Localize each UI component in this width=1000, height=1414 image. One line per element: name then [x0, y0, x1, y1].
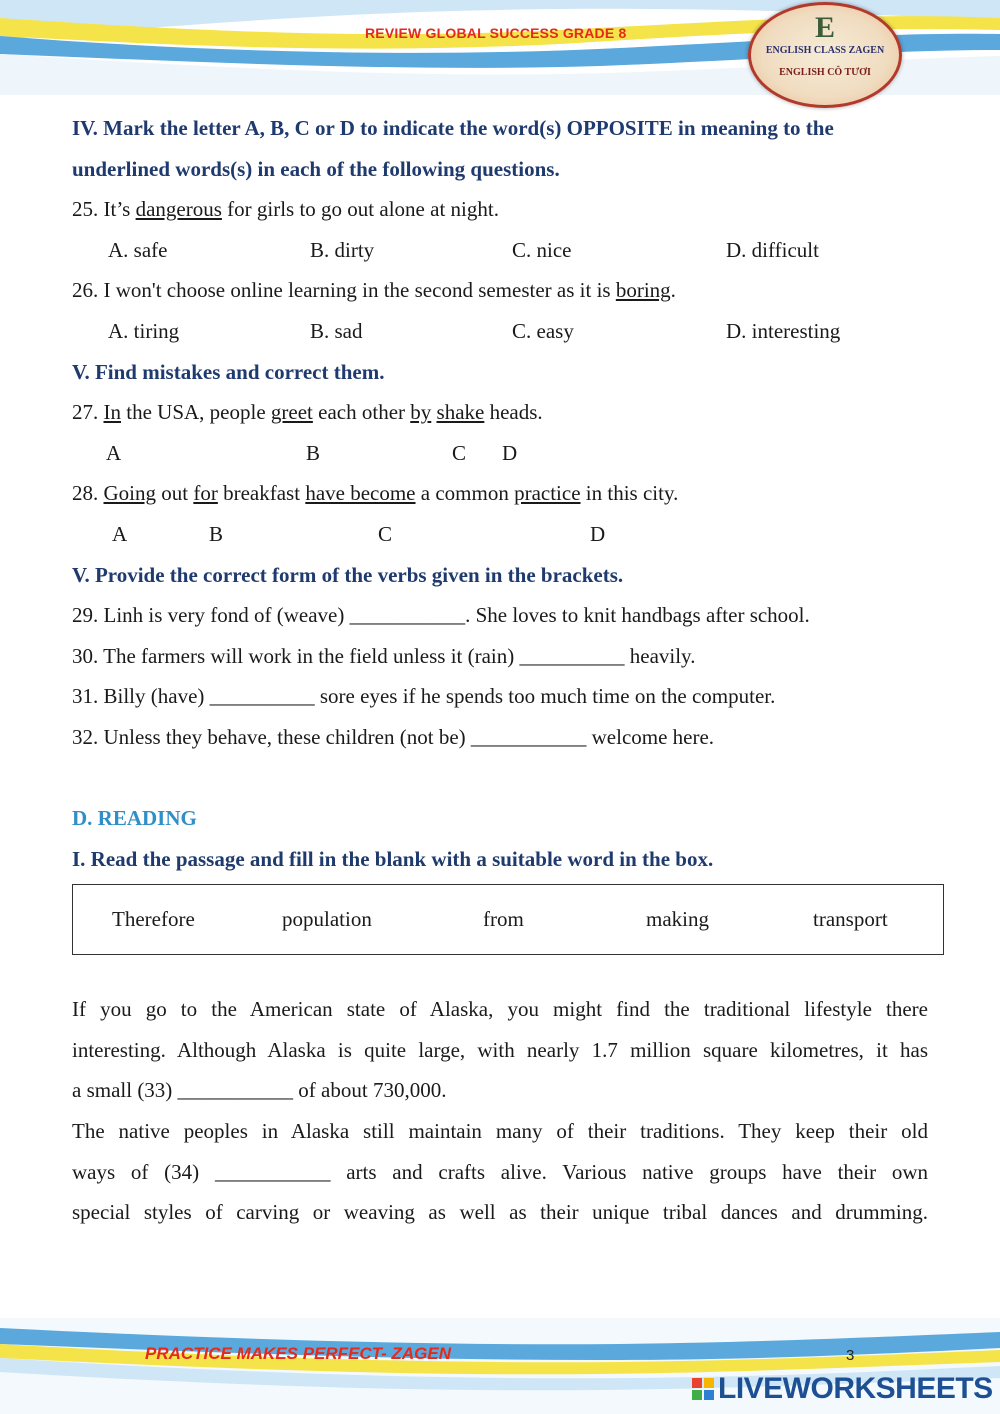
- mistake-letter-d[interactable]: D: [590, 521, 606, 546]
- liveworksheets-wordmark: LIVEWORKSHEETS: [718, 1372, 993, 1405]
- question-32: 32. Unless they behave, these children (not be) ___________ welcome here.: [72, 724, 715, 749]
- option-c[interactable]: C. easy: [512, 318, 574, 343]
- mistake-letter-b[interactable]: B: [209, 521, 224, 546]
- option-d[interactable]: D. difficult: [726, 237, 819, 262]
- section-iv-heading-line2: underlined words(s) in each of the following questions.: [72, 156, 560, 181]
- underlined-word: dangerous: [135, 197, 222, 222]
- word-box-item: transport: [813, 907, 888, 932]
- underlined-word: boring: [615, 278, 671, 303]
- mistake-letter-c[interactable]: C: [452, 440, 467, 465]
- liveworksheets-icon: [692, 1378, 714, 1400]
- passage-line: ways of (34) ___________ arts and crafts alive. Various native groups have their own: [72, 1159, 928, 1184]
- page-number: 3: [846, 1347, 855, 1364]
- worksheet-content: [72, 108, 928, 1233]
- passage-line: If you go to the American state of Alaska, you might find the traditional lifestyle there: [72, 997, 928, 1022]
- header-title: REVIEW GLOBAL SUCCESS GRADE 8: [365, 25, 627, 41]
- option-a[interactable]: A. safe: [108, 237, 168, 262]
- mistake-letter-a[interactable]: A: [106, 440, 122, 465]
- question-25-options: [72, 230, 928, 271]
- question-28-letters: [72, 514, 928, 555]
- word-box: [72, 884, 944, 955]
- reading-title: D. READING: [72, 806, 197, 831]
- passage-line: a small (33) ___________ of about 730,000.: [72, 1078, 447, 1103]
- option-d[interactable]: D. interesting: [726, 318, 841, 343]
- class-logo: [748, 2, 902, 108]
- passage-line: The native peoples in Alaska still maintain many of their traditions. They keep their old: [72, 1119, 928, 1144]
- option-a[interactable]: A. tiring: [108, 318, 180, 343]
- question-26: 26. I won't choose online learning in the second semester as it is boring.: [72, 278, 676, 303]
- question-25: 25. It’s dangerous for girls to go out alone at night.: [72, 197, 499, 222]
- reading-instruction: I. Read the passage and fill in the blank with a suitable word in the box.: [72, 846, 714, 871]
- section-v-mistakes-heading: V. Find mistakes and correct them.: [72, 359, 385, 384]
- footer-slogan: PRACTICE MAKES PERFECT- ZAGEN: [145, 1344, 452, 1363]
- question-26-options: [72, 311, 928, 352]
- word-box-item: from: [483, 907, 524, 932]
- question-30: 30. The farmers will work in the field unless it (rain) __________ heavily.: [72, 643, 696, 668]
- logo-mark: E: [814, 11, 835, 44]
- word-box-item: population: [282, 907, 372, 932]
- mistake-letter-d[interactable]: D: [502, 440, 518, 465]
- page-footer: [0, 1318, 1000, 1414]
- section-v-verbs-heading: V. Provide the correct form of the verbs given in the brackets.: [72, 562, 624, 587]
- question-27: 27. In the USA, people greet each other by shake heads.: [72, 400, 543, 425]
- question-29: 29. Linh is very fond of (weave) ___________. She loves to knit handbags after school.: [72, 603, 810, 628]
- question-27-letters: [72, 433, 928, 474]
- mistake-letter-a[interactable]: A: [112, 521, 128, 546]
- logo-line1: ENGLISH CLASS ZAGEN: [765, 45, 885, 56]
- passage-line: interesting. Although Alaska is quite large, with nearly 1.7 million square kilometres, it has: [72, 1037, 928, 1062]
- passage-line: special styles of carving or weaving as well as their unique tribal dances and drumming.: [72, 1200, 928, 1225]
- question-28: 28. Going out for breakfast have become a common practice in this city.: [72, 481, 679, 506]
- mistake-letter-b[interactable]: B: [306, 440, 321, 465]
- section-iv-heading-line1: IV. Mark the letter A, B, C or D to indicate the word(s) OPPOSITE in meaning to the: [72, 116, 834, 140]
- option-c[interactable]: C. nice: [512, 237, 572, 262]
- option-b[interactable]: B. dirty: [310, 237, 375, 262]
- word-box-item: Therefore: [112, 907, 195, 932]
- word-box-item: making: [646, 907, 709, 932]
- mistake-letter-c[interactable]: C: [378, 521, 393, 546]
- logo-line2: ENGLISH CÔ TƯƠI: [779, 67, 871, 78]
- question-31: 31. Billy (have) __________ sore eyes if he spends too much time on the computer.: [72, 684, 776, 709]
- option-b[interactable]: B. sad: [310, 318, 363, 343]
